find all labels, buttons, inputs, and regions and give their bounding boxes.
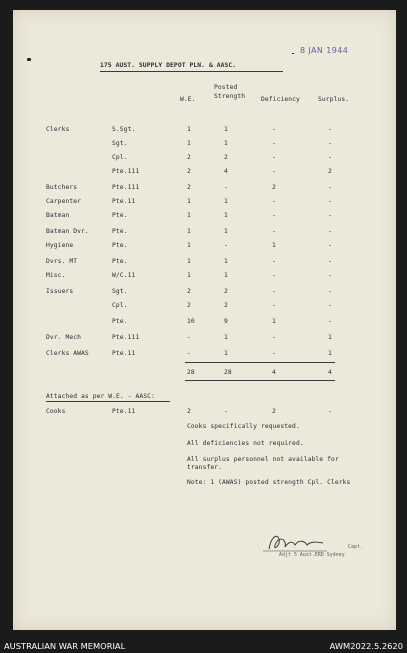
cell-deficiency: - bbox=[272, 168, 276, 175]
cell-posted: - bbox=[224, 242, 228, 249]
cell-category: Hygiene bbox=[46, 242, 74, 249]
attached-surplus: - bbox=[328, 408, 332, 415]
cell-category: Clerks AWAS bbox=[46, 350, 89, 357]
cell-surplus: - bbox=[328, 302, 332, 309]
ink-dot bbox=[292, 53, 294, 54]
attached-we: 2 bbox=[187, 408, 191, 415]
cell-we: 1 bbox=[187, 140, 191, 147]
cell-posted: 1 bbox=[224, 258, 228, 265]
cell-category: Carpenter bbox=[46, 198, 82, 205]
cell-posted: 1 bbox=[224, 212, 228, 219]
cell-we: 1 bbox=[187, 258, 191, 265]
cell-deficiency: - bbox=[272, 288, 276, 295]
cell-rank: Pte.111 bbox=[112, 168, 140, 175]
total-surplus: 4 bbox=[328, 369, 332, 376]
cell-rank: Sgt. bbox=[112, 140, 128, 147]
cell-deficiency: - bbox=[272, 140, 276, 147]
cell-deficiency: 1 bbox=[272, 318, 276, 325]
cell-surplus: - bbox=[328, 154, 332, 161]
cell-surplus: 1 bbox=[328, 350, 332, 357]
cell-surplus: - bbox=[328, 258, 332, 265]
col-header-posted: Posted Strength bbox=[214, 84, 246, 100]
cell-rank: Pte.111 bbox=[112, 334, 140, 341]
cell-deficiency: - bbox=[272, 212, 276, 219]
document-page bbox=[13, 10, 396, 630]
cell-surplus: 1 bbox=[328, 334, 332, 341]
col-header-deficiency: Deficiency bbox=[261, 96, 300, 103]
cell-deficiency: - bbox=[272, 258, 276, 265]
cell-deficiency: - bbox=[272, 334, 276, 341]
total-deficiency: 4 bbox=[272, 369, 276, 376]
cell-category: Clerks bbox=[46, 126, 70, 133]
punch-mark bbox=[27, 58, 31, 61]
cell-we: 2 bbox=[187, 302, 191, 309]
cell-rank: Pte. bbox=[112, 258, 128, 265]
total-posted: 28 bbox=[224, 369, 232, 376]
cell-we: 2 bbox=[187, 154, 191, 161]
cell-rank: Pte. bbox=[112, 228, 128, 235]
cell-posted: 2 bbox=[224, 302, 228, 309]
cell-surplus: - bbox=[328, 198, 332, 205]
cell-posted: 1 bbox=[224, 350, 228, 357]
cell-category: Dvrs. MT bbox=[46, 258, 78, 265]
cell-surplus: - bbox=[328, 212, 332, 219]
attached-posted: - bbox=[224, 408, 228, 415]
cell-rank: Pte.11 bbox=[112, 198, 136, 205]
totals-rule-top bbox=[185, 362, 335, 363]
cell-rank: Pte.11 bbox=[112, 350, 136, 357]
cell-surplus: - bbox=[328, 140, 332, 147]
cell-we: 2 bbox=[187, 288, 191, 295]
attached-rank: Pte.11 bbox=[112, 408, 136, 415]
cell-posted: 1 bbox=[224, 228, 228, 235]
cell-posted: 1 bbox=[224, 140, 228, 147]
note-4: Note: 1 (AWAS) posted strength Cpl. Clerks bbox=[187, 479, 351, 486]
cell-posted: 1 bbox=[224, 334, 228, 341]
cell-surplus: 2 bbox=[328, 168, 332, 175]
cell-we: 1 bbox=[187, 228, 191, 235]
signature-caption: Capt. bbox=[348, 545, 363, 550]
attached-category: Cooks bbox=[46, 408, 66, 415]
document-title: 175 AUST. SUPPLY DEPOT PLN. & AASC. bbox=[100, 62, 237, 69]
cell-we: 2 bbox=[187, 184, 191, 191]
title-underline bbox=[100, 71, 283, 72]
attached-heading: Attached as per W.E. - AASC: bbox=[46, 393, 155, 400]
cell-deficiency: 1 bbox=[272, 242, 276, 249]
col-header-we: W.E. bbox=[180, 96, 196, 103]
cell-we: 1 bbox=[187, 272, 191, 279]
cell-posted: 1 bbox=[224, 126, 228, 133]
cell-category: Butchers bbox=[46, 184, 78, 191]
cell-we: 1 bbox=[187, 126, 191, 133]
date-stamp: 8 JAN 1944 bbox=[300, 46, 349, 55]
cell-we: 1 bbox=[187, 212, 191, 219]
note-3: All surplus personnel not available for transfer. bbox=[187, 456, 339, 471]
cell-category: Dvr. Mech bbox=[46, 334, 82, 341]
cell-deficiency: - bbox=[272, 198, 276, 205]
cell-deficiency: 2 bbox=[272, 184, 276, 191]
cell-deficiency: - bbox=[272, 154, 276, 161]
cell-category: Issuers bbox=[46, 288, 74, 295]
footer-right: AWM2022.5.2620 bbox=[329, 641, 403, 651]
cell-posted: 9 bbox=[224, 318, 228, 325]
cell-posted: 2 bbox=[224, 154, 228, 161]
col-header-surplus: Surplus. bbox=[318, 96, 350, 103]
cell-rank: Sgt. bbox=[112, 288, 128, 295]
cell-surplus: - bbox=[328, 288, 332, 295]
cell-category: Batman Dvr. bbox=[46, 228, 89, 235]
cell-we: - bbox=[187, 334, 191, 341]
cell-surplus: - bbox=[328, 126, 332, 133]
signature-block: Adjt 5 Aust.ERD Sydney bbox=[279, 553, 345, 558]
archive-footer bbox=[0, 637, 407, 653]
cell-we: 1 bbox=[187, 198, 191, 205]
cell-rank: Pte. bbox=[112, 212, 128, 219]
cell-rank: Cpl. bbox=[112, 154, 128, 161]
cell-category: Batman bbox=[46, 212, 70, 219]
note-2: All deficiencies not required. bbox=[187, 440, 304, 447]
cell-posted: - bbox=[224, 184, 228, 191]
cell-we: 1 bbox=[187, 242, 191, 249]
cell-rank: W/C.11 bbox=[112, 272, 136, 279]
cell-surplus: - bbox=[328, 318, 332, 325]
footer-left: AUSTRALIAN WAR MEMORIAL bbox=[4, 641, 126, 651]
cell-rank: S.Sgt. bbox=[112, 126, 136, 133]
cell-deficiency: - bbox=[272, 302, 276, 309]
attached-deficiency: 2 bbox=[272, 408, 276, 415]
cell-posted: 2 bbox=[224, 288, 228, 295]
cell-posted: 1 bbox=[224, 272, 228, 279]
cell-rank: Pte.111 bbox=[112, 184, 140, 191]
cell-category: Misc. bbox=[46, 272, 66, 279]
total-we: 28 bbox=[187, 369, 195, 376]
cell-surplus: - bbox=[328, 184, 332, 191]
cell-surplus: - bbox=[328, 242, 332, 249]
cell-deficiency: - bbox=[272, 126, 276, 133]
cell-deficiency: - bbox=[272, 350, 276, 357]
cell-deficiency: - bbox=[272, 228, 276, 235]
cell-we: 2 bbox=[187, 168, 191, 175]
cell-surplus: - bbox=[328, 228, 332, 235]
note-1: Cooks specifically requested. bbox=[187, 423, 300, 430]
cell-we: 10 bbox=[187, 318, 195, 325]
attached-heading-underline bbox=[46, 401, 170, 402]
cell-posted: 1 bbox=[224, 198, 228, 205]
cell-posted: 4 bbox=[224, 168, 228, 175]
cell-deficiency: - bbox=[272, 272, 276, 279]
cell-rank: Pte. bbox=[112, 318, 128, 325]
cell-rank: Pte. bbox=[112, 242, 128, 249]
cell-we: - bbox=[187, 350, 191, 357]
cell-rank: Cpl. bbox=[112, 302, 128, 309]
cell-surplus: - bbox=[328, 272, 332, 279]
totals-rule-bottom bbox=[185, 380, 335, 381]
